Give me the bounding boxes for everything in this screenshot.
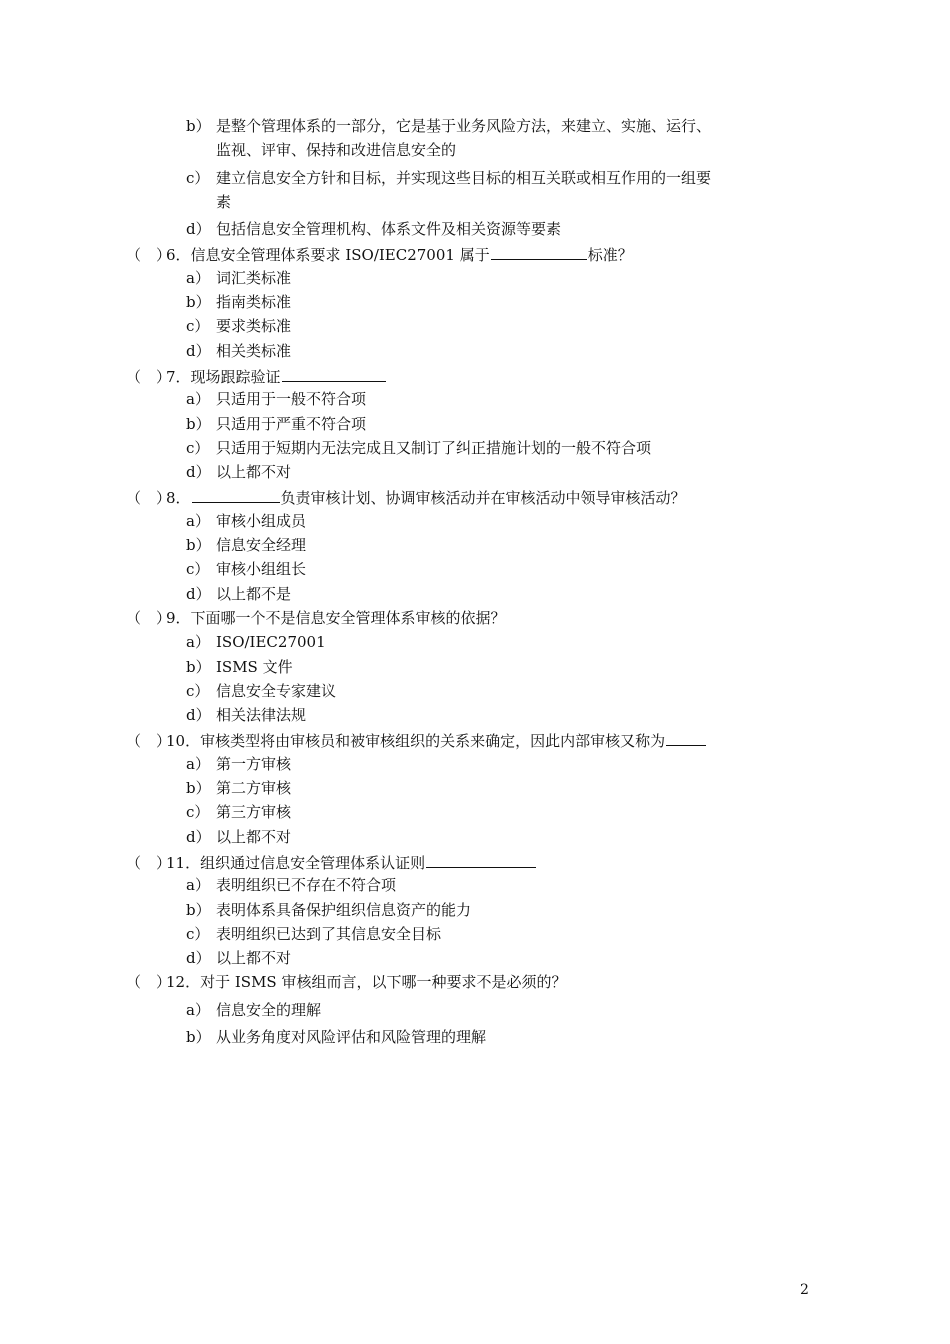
option-text: 素 [216,192,232,211]
option-label: c） [186,168,210,187]
option-label: b） [186,1027,211,1046]
fill-blank [282,363,386,382]
answer-bracket: （ ） [126,732,172,751]
option-text: ISO/IEC27001 [216,633,326,652]
question-number: 9． [166,608,191,627]
option-line [0,655,950,679]
question-8 [0,484,950,508]
option-label: a） [186,511,210,530]
question-number: 7． [166,367,191,386]
option-line [0,800,950,824]
option-line [0,825,950,849]
option-label: a） [186,268,210,287]
option-line [0,922,950,946]
option-label: d） [186,949,211,968]
option-line [0,1025,950,1049]
question-6 [0,241,950,265]
question-7 [0,363,950,387]
option-line [0,873,950,897]
option-text: 以上都不是 [216,584,292,603]
question-number: 8． [166,489,191,508]
option-text: 以上都不对 [216,949,292,968]
option-label: a） [186,633,210,652]
answer-bracket: （ ） [126,608,172,627]
option-text: 只适用于严重不符合项 [216,414,367,433]
option-label: b） [186,293,211,312]
option-line [0,898,950,922]
option-label: a） [186,876,210,895]
question-text: 信息安全管理体系要求 ISO/IEC27001 属于 [190,246,490,265]
answer-bracket: （ ） [126,973,172,992]
answer-bracket: （ ） [126,246,172,265]
option-label: b） [186,900,211,919]
option-text: 第二方审核 [216,779,292,798]
option-label: b） [186,657,211,676]
option-label: b） [186,779,211,798]
question-text: 审核类型将由审核员和被审核组织的关系来确定，因此内部审核又称为 [200,732,666,751]
answer-bracket: （ ） [126,853,172,872]
option-label: d） [186,584,211,603]
option-label: d） [186,463,211,482]
option-text: 要求类标准 [216,317,292,336]
option-line [0,290,950,314]
option-label: c） [186,560,210,579]
option-label: d） [186,341,211,360]
option-line [0,339,950,363]
option-line [0,436,950,460]
option-label: b） [186,536,211,555]
option-label: b） [186,117,211,135]
option-text: 审核小组组长 [216,560,307,579]
fill-blank [426,849,536,868]
question-text: 对于 ISMS 审核组而言，以下哪一种要求不是必须的？ [200,973,567,992]
option-text: ISMS 文件 [216,657,293,676]
option-text: 信息安全经理 [216,536,307,555]
option-text: 第一方审核 [216,754,292,773]
option-line [0,460,950,484]
option-line [0,314,950,338]
option-line [0,412,950,436]
question-number: 6． [166,246,191,265]
option-text: 词汇类标准 [216,268,292,287]
question-9 [0,606,950,630]
option-text: 只适用于短期内无法完成且又制订了纠正措施计划的一般不符合项 [216,438,652,457]
option-text: 是整个管理体系的一部分，它是基于业务风险方法，来建立、实施、运行、 [216,117,712,135]
option-label: c） [186,803,210,822]
option-line [0,582,950,606]
option-line [0,752,950,776]
question-text: 现场跟踪验证 [190,367,281,386]
question-text: 负责审核计划、协调审核活动并在审核活动中领导审核活动？ [280,489,686,508]
option-continuation [0,190,950,214]
option-label: d） [186,827,211,846]
option-label: c） [186,681,210,700]
option-label: d） [186,706,211,725]
question-text: 下面哪一个不是信息安全管理体系审核的依据？ [190,608,506,627]
question-10 [0,727,950,751]
option-line [0,946,950,970]
answer-bracket: （ ） [126,489,172,508]
option-text: 指南类标准 [216,293,292,312]
option-line [0,217,950,241]
option-line [0,114,950,138]
option-line [0,630,950,654]
option-line [0,533,950,557]
question-number: 10． [166,732,201,751]
option-label: c） [186,924,210,943]
option-text: 建立信息安全方针和目标，并实现这些目标的相互关联或相互作用的一组要 [216,168,712,187]
question-number: 12． [166,973,201,992]
option-label: a） [186,390,210,409]
option-line [0,509,950,533]
option-text: 信息安全专家建议 [216,681,337,700]
option-text: 相关法律法规 [216,706,307,725]
option-text: 信息安全的理解 [216,1000,322,1019]
option-text: 表明组织已达到了其信息安全目标 [216,924,442,943]
option-line [0,166,950,190]
option-line [0,387,950,411]
question-number: 11． [166,853,201,872]
option-line [0,998,950,1022]
option-text: 从业务角度对风险评估和风险管理的理解 [216,1027,487,1046]
option-label: a） [186,1000,210,1019]
option-line [0,557,950,581]
page-number: 2 [800,1282,809,1298]
option-text: 审核小组成员 [216,511,307,530]
option-line [0,679,950,703]
option-text: 相关类标准 [216,341,292,360]
option-text: 监视、评审、保持和改进信息安全的 [216,141,457,160]
option-label: c） [186,317,210,336]
option-text: 表明体系具备保护组织信息资产的能力 [216,900,472,919]
option-text: 第三方审核 [216,803,292,822]
fill-blank [491,241,587,260]
question-text: 组织通过信息安全管理体系认证则 [200,853,426,872]
option-text: 包括信息安全管理机构、体系文件及相关资源等要素 [216,220,562,239]
fill-blank [192,484,280,503]
option-continuation [0,138,950,162]
question-12 [0,970,950,994]
question-text: 标准？ [587,246,633,265]
option-text: 以上都不对 [216,827,292,846]
option-line [0,776,950,800]
option-text: 只适用于一般不符合项 [216,390,367,409]
option-line [0,266,950,290]
fill-blank [666,727,706,746]
document-body [0,114,950,1049]
option-label: c） [186,438,210,457]
option-line [0,703,950,727]
option-text: 表明组织已不存在不符合项 [216,876,397,895]
answer-bracket: （ ） [126,367,172,386]
option-label: b） [186,414,211,433]
option-text: 以上都不对 [216,463,292,482]
option-label: a） [186,754,210,773]
question-11 [0,849,950,873]
option-label: d） [186,220,211,239]
